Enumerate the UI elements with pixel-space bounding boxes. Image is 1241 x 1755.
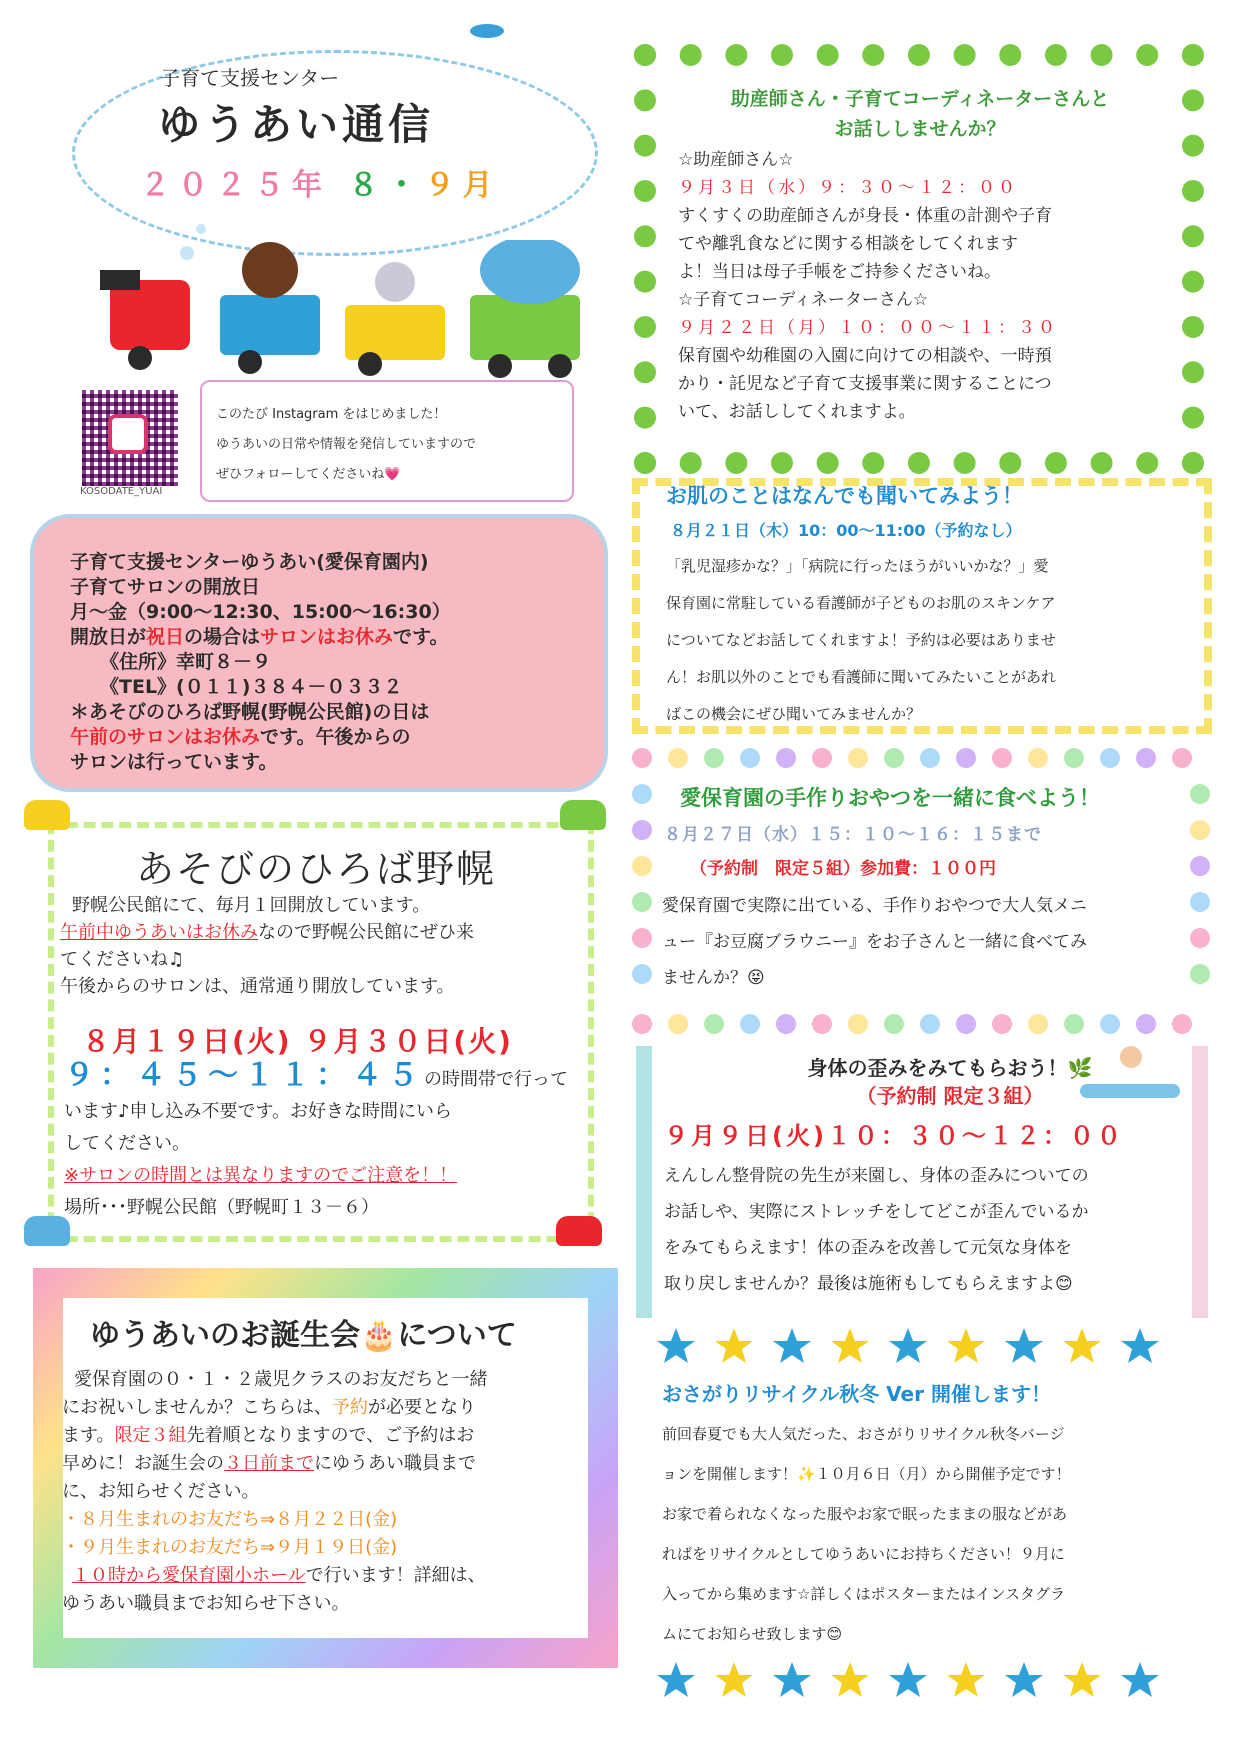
asobi-line	[60, 919, 600, 946]
info-text: です。	[393, 626, 449, 648]
asobi-text: の時間帯で行って	[424, 1069, 568, 1090]
star-row-bottom	[656, 1660, 1176, 1700]
info-holiday: 祝日	[146, 626, 185, 648]
center-label: 子育て支援センター	[160, 66, 340, 90]
osagari-line: お家で着られなくなった服やお家で眠ったままの服などがあ	[662, 1505, 1068, 1523]
issue-date	[140, 160, 500, 204]
birthday-title	[90, 1310, 517, 1354]
birthday-text: にゆうあい職員まで	[314, 1453, 476, 1474]
birthday-text: 先着順となりますので、ご予約はお	[186, 1425, 475, 1446]
osagari-line: 前回春夏でも大人気だった、おさがりリサイクル秋冬バージ	[662, 1425, 1065, 1443]
asobi-text: なので野幌公民館にぜひ来	[258, 922, 474, 943]
info-text: の場合は	[184, 626, 261, 648]
info-line: 子育て支援センターゆうあい(愛保育園内)	[70, 551, 429, 573]
asobi-note: ※サロンの時間とは異なりますのでご注意を！！	[64, 1165, 458, 1186]
asobi-place: 場所･･･野幌公民館（野幌町１３－６）	[64, 1197, 379, 1218]
stretch-limit: （予約制 限定３組）	[856, 1084, 1044, 1108]
stretch-line: お話しや、実際にストレッチをしてどこが歪んでいるか	[664, 1202, 1089, 1222]
osagari-line: ムにてお知らせ致します😊	[662, 1625, 843, 1643]
qr-label: KOSODATE_YUAI	[80, 486, 163, 497]
birthday-line: に、お知らせください。	[62, 1481, 260, 1502]
asobi-body	[60, 892, 600, 1000]
skin-body	[666, 548, 1186, 733]
stretch-line: 取り戻しませんか？最後は施術もしてもらえますよ😊	[664, 1274, 1073, 1294]
info-line: ＊あそびのひろば野幌(野幌公民館)の日は	[70, 701, 430, 723]
coordinator-line: いて、お話ししてくれますよ。	[678, 402, 916, 422]
midwife-title-line: お話ししませんか？	[834, 118, 1006, 140]
birthday-sep: ・９月生まれのお友だち⇒９月１９日(金)	[62, 1537, 398, 1558]
coordinator-line: かり・託児など子育て支援事業に関することにつ	[678, 374, 1052, 394]
asobi-line: てくださいね♫	[60, 949, 185, 970]
birthday-text: が必要となり	[368, 1397, 476, 1418]
midwife-heading: ☆助産師さん☆	[678, 150, 794, 170]
asobi-line: 午後からのサロンは、通常通り開放しています。	[60, 976, 455, 997]
insta-line-1: このたび Instagram をはじめました！	[216, 407, 447, 422]
oyatsu-line: ませんか？😝	[662, 968, 765, 988]
asobi-time: ９：４５～１１：４５	[64, 1058, 424, 1093]
oyatsu-date: ８月２７日（水）１５：１０～１６：１５まで	[664, 825, 1042, 845]
insta-line-2: ゆうあいの日常や情報を発信していますので	[216, 437, 477, 452]
asobi-dates: ８月１９日(火) ９月３０日(火)	[82, 1025, 513, 1058]
info-address: 《住所》幸町８－９	[100, 651, 272, 673]
coordinator-line: 保育園や幼稚園の入園に向けての相談や、一時預	[678, 346, 1052, 366]
skin-line: 「乳児湿疹かな？」「病院に行ったほうがいいかな？」愛	[666, 557, 1049, 575]
birthday-text: ます。	[62, 1425, 115, 1446]
info-text: 開放日が	[70, 626, 147, 648]
info-line: サロンは行っています。	[70, 751, 278, 773]
info-holiday-line	[70, 625, 568, 650]
skin-date: ８月２１日（木）10：00～11:00（予約なし）	[670, 521, 1022, 540]
info-line: 月～金（9:00～12:30、15:00～16:30）	[70, 601, 451, 623]
coordinator-heading: ☆子育てコーディネーターさん☆	[678, 290, 929, 310]
oyatsu-body	[662, 888, 1202, 996]
midwife-date: ９月３日（水）９：３０～１２：００	[678, 178, 1018, 198]
midwife-line: すくすくの助産師さんが身長・体重の計測や子育	[678, 206, 1052, 226]
skin-line: ん！お肌以外のことでも看護師に聞いてみたいことがあれ	[666, 668, 1057, 686]
newsletter-title: ゆうあい通信	[158, 100, 435, 149]
info-text: です。午後からの	[260, 726, 411, 748]
birthday-deadline: ３日前まで	[224, 1453, 314, 1474]
birthday-line	[62, 1450, 582, 1478]
osagari-line: ョンを開催します！✨１０月６日（月）から開催予定です！	[662, 1465, 1071, 1483]
instagram-icon	[108, 414, 148, 454]
issue-year: ２０２５年	[140, 168, 330, 203]
birthday-aug: ・８月生まれのお友だち⇒８月２２日(金)	[62, 1509, 398, 1530]
osagari-line: 入ってから集めます☆詳しくはポスターまたはインスタグラ	[662, 1585, 1066, 1603]
stretch-title-line: 身体の歪みをみてもらおう！🌿	[807, 1056, 1093, 1080]
fish-icon	[470, 24, 504, 38]
asobi-title: あそびのひろば野幌	[136, 847, 497, 891]
info-line: 子育てサロンの開放日	[70, 576, 261, 598]
stretch-line: えんしん整骨院の先生が来園し、身体の歪みについての	[664, 1166, 1089, 1186]
issue-month-a: ８	[348, 168, 387, 203]
info-closed: サロンはお休み	[260, 626, 394, 648]
midwife-body	[678, 146, 1168, 426]
stretch-body	[664, 1158, 1204, 1302]
coordinator-date: ９月２２日（月）１０：００～１１：３０	[678, 318, 1058, 338]
oyatsu-line: ュー『お豆腐ブラウニー』をお子さんと一緒に食べてみ	[662, 932, 1087, 952]
train-illustration-icon	[90, 240, 610, 380]
birthday-line	[62, 1394, 582, 1422]
issue-month-sep: ・	[386, 168, 425, 203]
oyatsu-title: 愛保育園の手作りおやつを一緒に食べよう！	[680, 786, 1100, 810]
car-icon	[24, 800, 70, 830]
insta-line-3: ぜひフォローしてくださいね💗	[216, 467, 401, 482]
midwife-line: てや離乳食などに関する相談をしてくれます	[678, 234, 1018, 254]
info-tel: 《TEL》(０１１)３８４－０３３２	[100, 676, 403, 698]
star-row-top	[656, 1326, 1176, 1366]
info-morning-line	[70, 725, 568, 750]
issue-month-b: ９月	[424, 168, 501, 203]
skin-line: についてなどお話してくれますよ！予約は必要はありませ	[666, 631, 1056, 649]
birthday-line	[62, 1562, 582, 1590]
massage-illustration-icon	[1080, 1040, 1190, 1110]
center-info-box	[30, 514, 608, 792]
birthday-text: 早めに！お誕生会の	[62, 1453, 224, 1474]
birthday-reservation: 予約	[332, 1397, 368, 1418]
osagari-body	[662, 1414, 1202, 1654]
skin-line: 保育園に常駐している看護師が子どものお肌のスキンケア	[666, 594, 1056, 612]
info-morning-closed: 午前のサロンはお休み	[70, 726, 261, 748]
oyatsu-fee: （予約制 限定５組）参加費：１００円	[690, 859, 996, 879]
birthday-limit: 限定３組	[114, 1425, 187, 1446]
instagram-announcement	[200, 380, 574, 502]
midwife-line: よ！当日は母子手帳をご持参くださいね。	[678, 262, 1001, 282]
birthday-title-text: ゆうあいのお誕生会	[90, 1318, 360, 1353]
skin-line: ばこの機会にぜひ聞いてみませんか？	[666, 705, 922, 723]
stretch-date: ９月９日(火)１０：３０～１２：００	[664, 1122, 1124, 1150]
birthday-venue: １０時から愛保育園小ホール	[72, 1565, 306, 1586]
birthday-text: で行います！詳細は、	[305, 1565, 486, 1586]
skin-title: お肌のことはなんでも聞いてみよう！	[666, 484, 1023, 508]
asobi-line: 野幌公民館にて、毎月１回開放しています。	[72, 895, 431, 916]
cake-icon: 🎂	[360, 1318, 398, 1353]
birthday-title-text: について	[397, 1318, 517, 1353]
asobi-time-line	[64, 1060, 604, 1096]
midwife-title-line: 助産師さん・子育てコーディネーターさんと	[730, 88, 1110, 110]
birthday-line: 愛保育園の０・１・２歳児クラスのお友だちと一緒	[74, 1369, 488, 1390]
bubble-dot	[196, 224, 206, 234]
birthday-body	[62, 1366, 582, 1618]
birthday-text: にお祝いしませんか？こちらは、	[62, 1397, 332, 1418]
car-icon	[560, 800, 606, 830]
asobi-morning-closed: 午前中ゆうあいはお休み	[60, 922, 258, 943]
midwife-title	[660, 84, 1180, 144]
osagari-title: おさがりリサイクル秋冬 Ver 開催します！	[662, 1382, 1051, 1406]
asobi-line: います♪申し込み不要です。お好きな時間にいら	[64, 1101, 453, 1122]
asobi-time-block	[64, 1060, 604, 1224]
birthday-line: ゆうあい職員までお知らせ下さい。	[62, 1593, 350, 1614]
asobi-line: してください。	[64, 1133, 190, 1154]
stretch-line: をみてもらえます！体の歪みを改善して元気な身体を	[664, 1238, 1072, 1258]
osagari-line: ればをリサイクルとしてゆうあいにお持ちください！９月に	[662, 1545, 1065, 1563]
oyatsu-line: 愛保育園で実際に出ている、手作りおやつで大人気メニ	[662, 896, 1087, 916]
birthday-line	[62, 1422, 582, 1450]
